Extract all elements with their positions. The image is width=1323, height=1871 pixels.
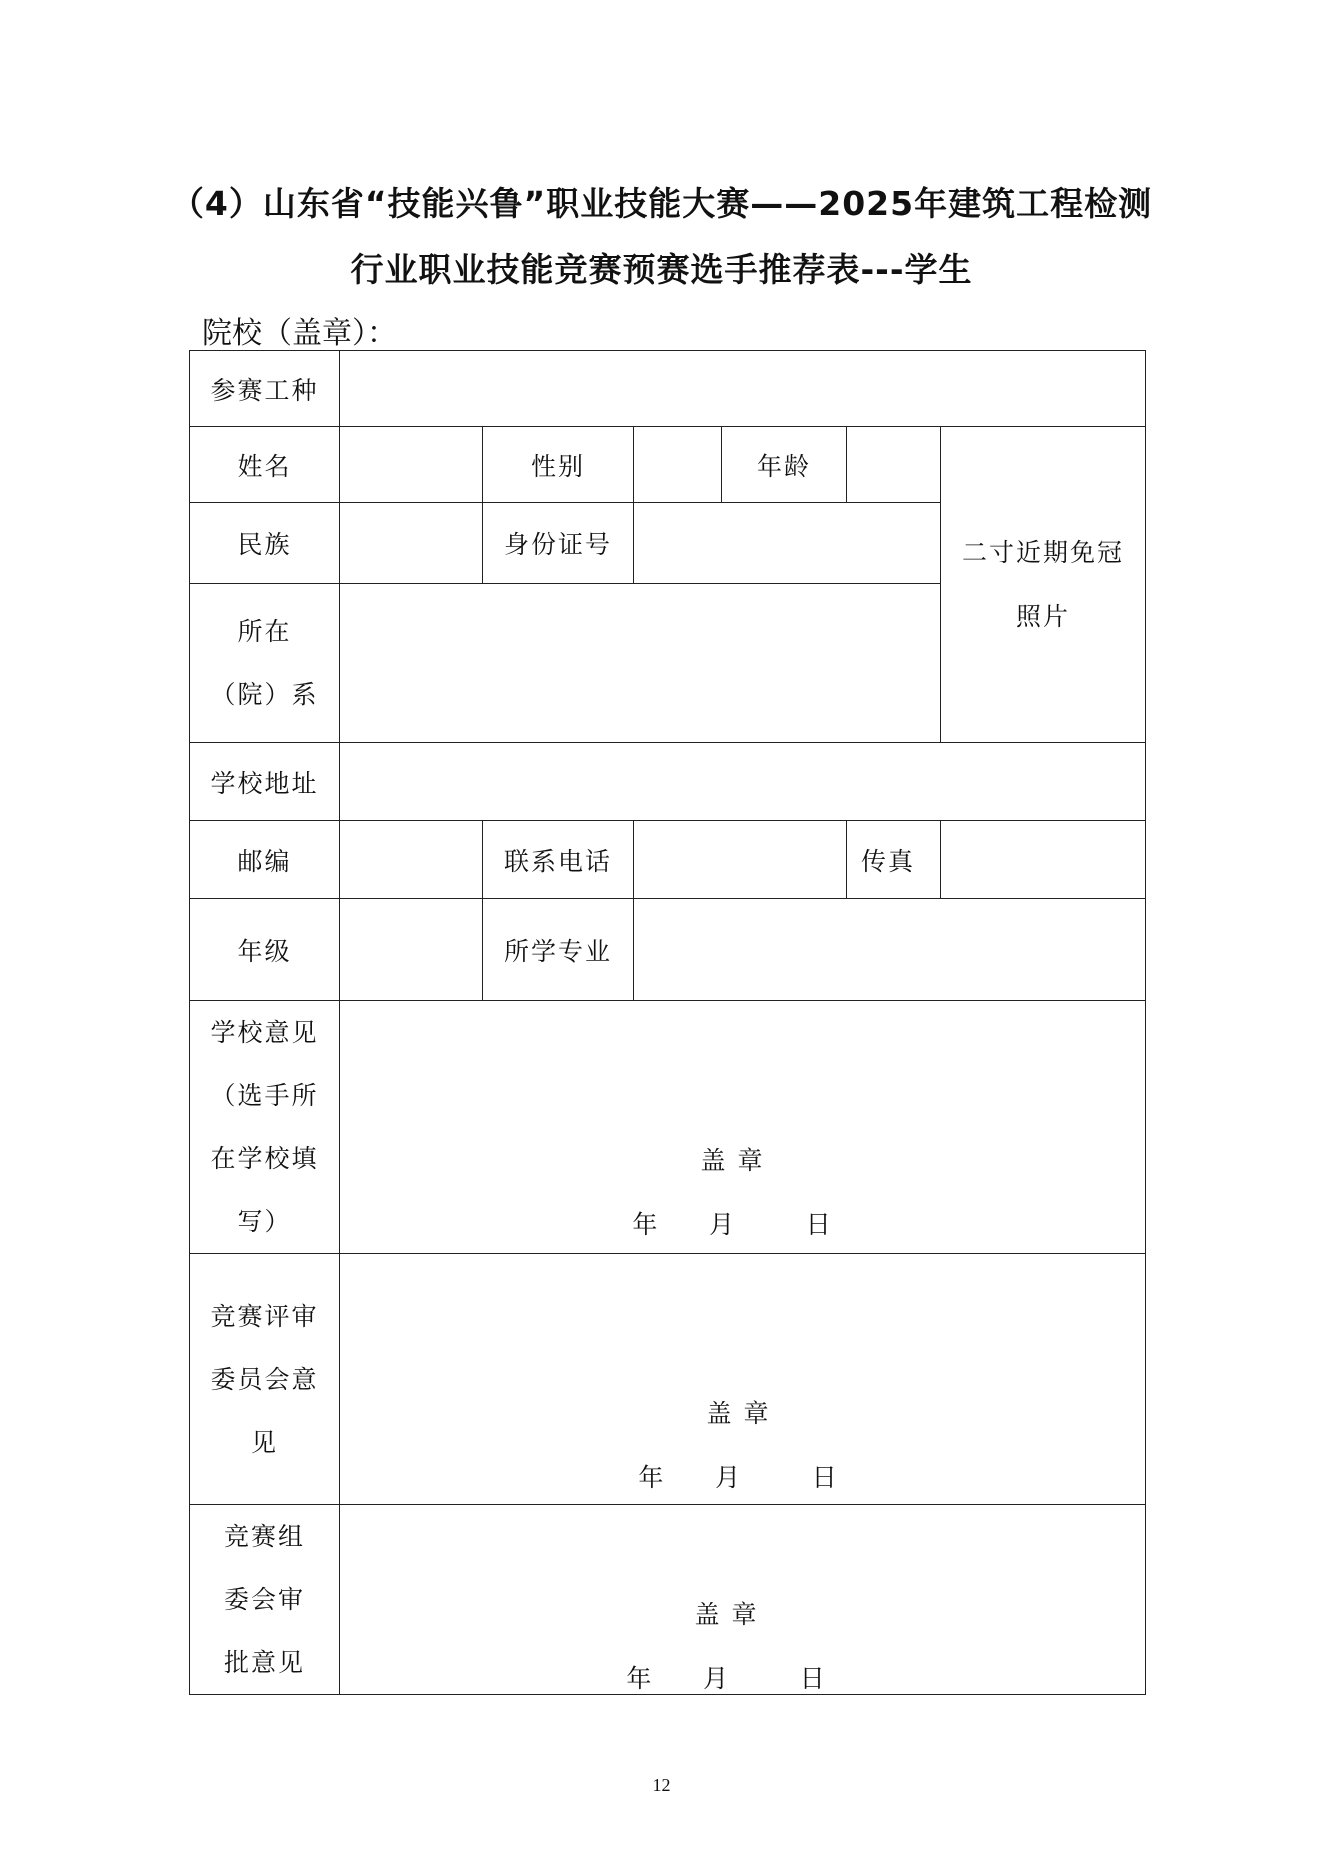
major-field[interactable] bbox=[634, 899, 1146, 1001]
grade-field[interactable] bbox=[340, 899, 483, 1001]
event-type-label: 参赛工种 bbox=[190, 351, 340, 427]
row-committee-opinion bbox=[190, 1505, 1146, 1695]
jury-opinion-field[interactable] bbox=[340, 1254, 1146, 1505]
event-type-field[interactable] bbox=[340, 351, 1146, 427]
school-opinion-field[interactable] bbox=[340, 1001, 1146, 1254]
gender-label: 性别 bbox=[483, 427, 634, 503]
gender-field[interactable] bbox=[634, 427, 722, 503]
postcode-field[interactable] bbox=[340, 821, 483, 899]
name-field[interactable] bbox=[340, 427, 483, 503]
page-number: 12 bbox=[652, 1775, 671, 1795]
phone-label: 联系电话 bbox=[483, 821, 634, 899]
committee-stamp-block bbox=[324, 1595, 1129, 1695]
grade-label: 年级 bbox=[190, 899, 340, 1001]
school-opinion-label: 学校意见 （选手所 在学校填 写） bbox=[190, 1001, 340, 1254]
jury-stamp-text: 盖 章 bbox=[706, 1399, 771, 1428]
postcode-label: 邮编 bbox=[190, 821, 340, 899]
jury-date-text: 年 月 日 bbox=[638, 1463, 839, 1492]
school-date-text: 年 月 日 bbox=[632, 1210, 833, 1239]
school-seal-label: 院校（盖章）： bbox=[202, 316, 397, 351]
committee-opinion-field[interactable] bbox=[340, 1505, 1146, 1695]
row-school-address bbox=[190, 743, 1146, 821]
age-field[interactable] bbox=[847, 427, 941, 503]
photo-placeholder[interactable]: 二寸近期免冠 照片 bbox=[941, 427, 1146, 743]
age-label: 年龄 bbox=[722, 427, 847, 503]
row-contact bbox=[190, 821, 1146, 899]
ethnicity-field[interactable] bbox=[340, 503, 483, 584]
school-stamp-block bbox=[330, 1141, 1135, 1241]
jury-stamp-block bbox=[336, 1394, 1141, 1494]
phone-field[interactable] bbox=[634, 821, 847, 899]
department-field[interactable] bbox=[340, 584, 941, 743]
id-number-label: 身份证号 bbox=[483, 503, 634, 584]
committee-stamp-text: 盖 章 bbox=[694, 1600, 759, 1629]
fax-field[interactable] bbox=[941, 821, 1146, 899]
school-address-label: 学校地址 bbox=[190, 743, 340, 821]
fax-label: 传真 bbox=[847, 821, 941, 899]
name-label: 姓名 bbox=[190, 427, 340, 503]
jury-opinion-label: 竞赛评审 委员会意 见 bbox=[190, 1254, 340, 1505]
committee-opinion-label: 竞赛组 委会审 批意见 bbox=[190, 1505, 340, 1695]
recommendation-form-table bbox=[189, 350, 1146, 1695]
school-address-field[interactable] bbox=[340, 743, 1146, 821]
row-grade bbox=[190, 899, 1146, 1001]
document-title-line-1: （4）山东省“技能兴鲁”职业技能大赛——2025年建筑工程检测 bbox=[170, 184, 1153, 223]
department-label: 所在 （院）系 bbox=[190, 584, 340, 743]
row-school-opinion bbox=[190, 1001, 1146, 1254]
school-stamp-text: 盖 章 bbox=[700, 1146, 765, 1175]
major-label: 所学专业 bbox=[483, 899, 634, 1001]
row-event-type bbox=[190, 351, 1146, 427]
committee-date-text: 年 月 日 bbox=[626, 1664, 827, 1693]
id-number-field[interactable] bbox=[634, 503, 941, 584]
row-jury-opinion bbox=[190, 1254, 1146, 1505]
document-title-line-2: 行业职业技能竞赛预赛选手推荐表---学生 bbox=[350, 250, 973, 289]
ethnicity-label: 民族 bbox=[190, 503, 340, 584]
row-name bbox=[190, 427, 1146, 503]
